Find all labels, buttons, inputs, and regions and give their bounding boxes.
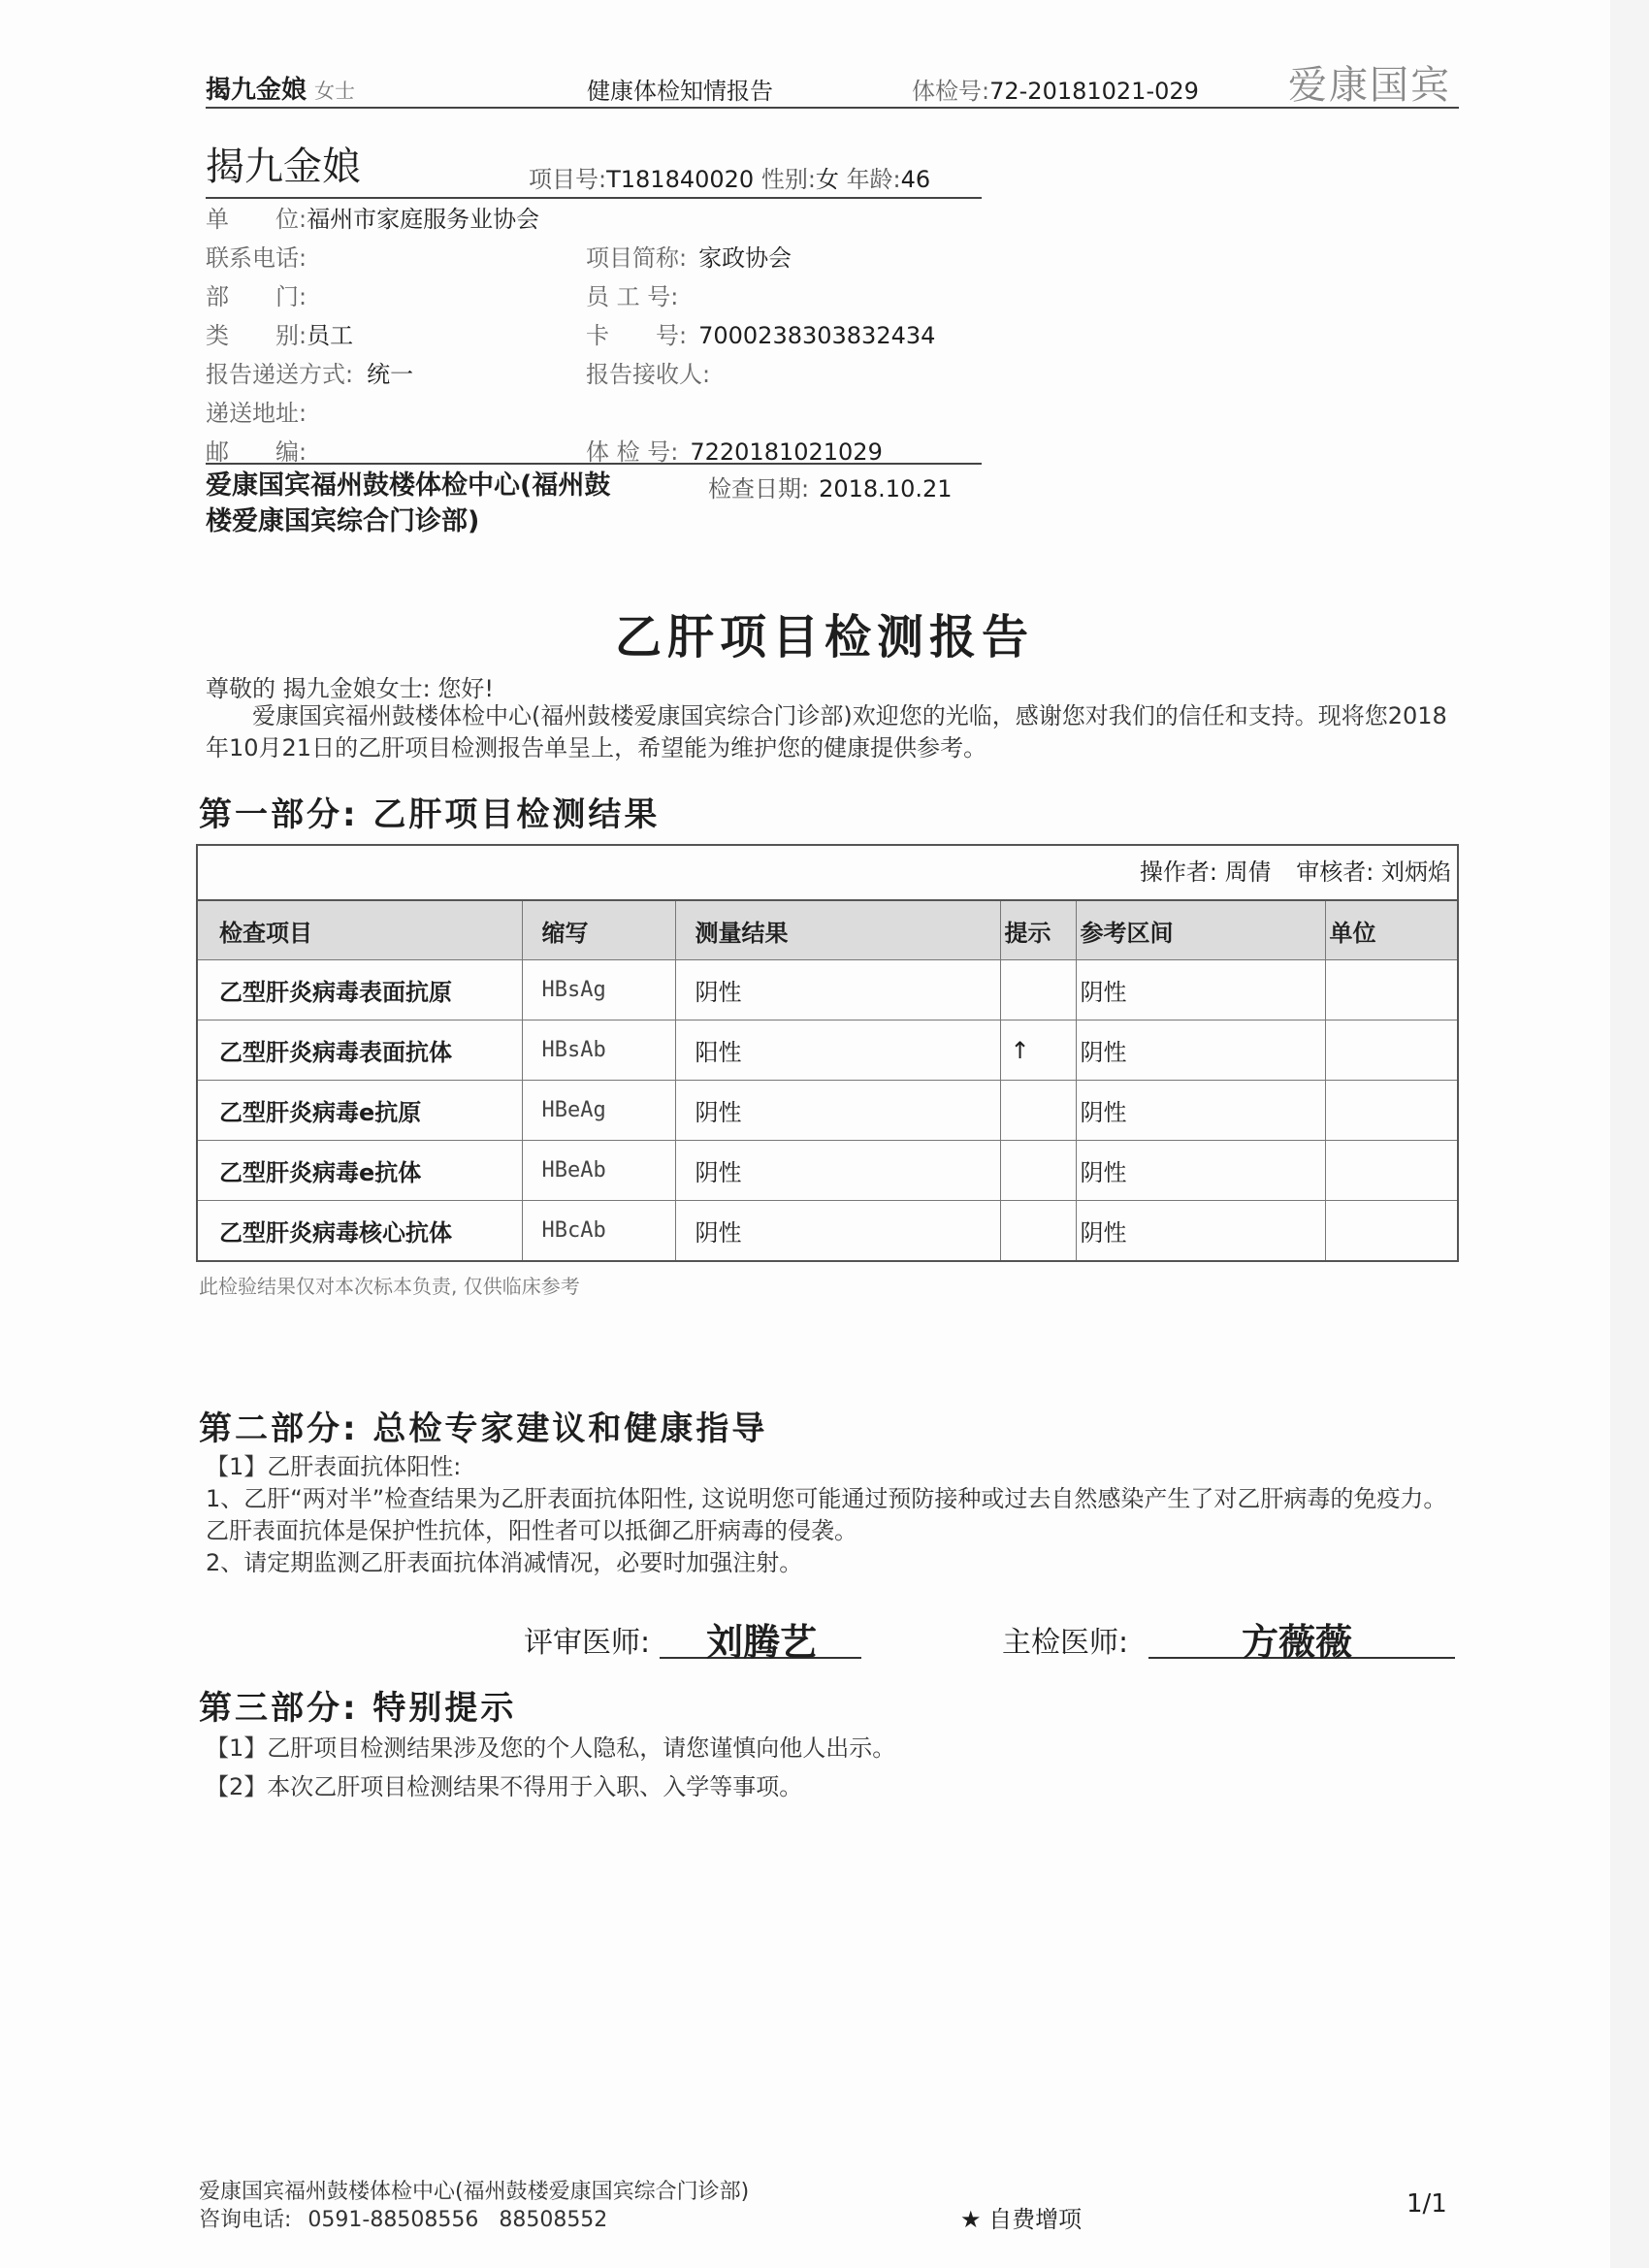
info-label: 卡 号: xyxy=(586,322,688,349)
info-card-no xyxy=(586,316,935,350)
cell-abbr: HBeAb xyxy=(522,1141,675,1201)
chief-signature: 方薇薇 xyxy=(1242,1620,1353,1664)
intro-paragraph: 爱康国宾福州鼓楼体检中心(福州鼓楼爱康国宾综合门诊部)欢迎您的光临，感谢您对我们的信任和支持。现将您2018年10月21日的乙肝项目检测报告单呈上，希望能为维护您的健康提供参考。 xyxy=(206,702,1447,761)
cell-abbr: HBeAg xyxy=(522,1081,675,1141)
brand-logo: 爱康国宾 xyxy=(1288,63,1451,108)
info-label: 项目简称: xyxy=(586,244,688,272)
cell-unit xyxy=(1325,1021,1457,1081)
gender-value: 女 xyxy=(815,166,839,193)
info-value: 家政协会 xyxy=(698,244,792,272)
section3-title: 第三部分: 特别提示 xyxy=(199,1689,517,1728)
table-row xyxy=(198,1081,1457,1141)
info-value: 7220181021029 xyxy=(690,438,883,466)
header-exam-value: 72-20181021-029 xyxy=(989,78,1199,105)
info-label: 联系电话: xyxy=(206,244,307,272)
cell-ref: 阴性 xyxy=(1076,960,1325,1021)
cell-ref: 阴性 xyxy=(1076,1081,1325,1141)
exam-date xyxy=(708,470,953,503)
results-table xyxy=(196,844,1459,1262)
info-postcode xyxy=(206,433,307,467)
info-value: 员工 xyxy=(307,322,354,349)
table-row xyxy=(198,1021,1457,1081)
header-patient-name xyxy=(206,70,355,106)
patient-meta xyxy=(529,160,930,194)
footer-center: 爱康国宾福州鼓楼体检中心(福州鼓楼爱康国宾综合门诊部) xyxy=(199,2180,750,2204)
info-value: 统一 xyxy=(367,361,414,388)
age-label: 年龄: xyxy=(846,166,901,193)
cell-flag xyxy=(1000,1141,1076,1201)
reviewer-label: 审核者: xyxy=(1296,859,1374,886)
info-label: 体 检 号: xyxy=(586,438,679,466)
results-grid xyxy=(198,901,1457,1260)
greeting: 尊敬的 揭九金娘女士: 您好! xyxy=(206,675,494,702)
patient-divider xyxy=(206,197,982,199)
report-title: 乙肝项目检测报告 xyxy=(614,610,1034,664)
page-number: 1/1 xyxy=(1406,2189,1447,2219)
column-header: 单位 xyxy=(1325,901,1457,960)
column-header: 检查项目 xyxy=(198,901,522,960)
footer-phone-label: 咨询电话: xyxy=(199,2208,292,2232)
table-row xyxy=(198,960,1457,1021)
reviewer-signature: 刘腾艺 xyxy=(706,1620,818,1664)
info-staff-no xyxy=(586,277,678,311)
cell-flag xyxy=(1000,1201,1076,1261)
info-label: 员 工 号: xyxy=(586,283,679,310)
chief-doctor-label: 主检医师: xyxy=(1002,1626,1129,1660)
cell-item: 乙型肝炎病毒表面抗体 xyxy=(198,1021,522,1081)
info-label: 类 别: xyxy=(206,322,307,349)
table-header-row xyxy=(198,901,1457,960)
cell-flag xyxy=(1000,1081,1076,1141)
info-label: 报告递送方式: xyxy=(206,361,354,388)
footer-phone xyxy=(199,2203,607,2233)
age-value: 46 xyxy=(900,166,931,193)
reviewer-name: 刘炳焰 xyxy=(1381,859,1451,886)
cell-unit xyxy=(1325,960,1457,1021)
cell-result: 阴性 xyxy=(675,1141,1000,1201)
header-exam-number xyxy=(912,72,1199,106)
operator-name: 周倩 xyxy=(1224,859,1272,886)
tip-2: 【2】本次乙肝项目检测结果不得用于入职、入学等事项。 xyxy=(206,1773,803,1800)
cell-result: 阴性 xyxy=(675,1081,1000,1141)
gender-label: 性别: xyxy=(760,166,816,193)
header-report-title: 健康体检知情报告 xyxy=(587,78,773,105)
advice-paragraph-2: 2、请定期监测乙肝表面抗体消减情况，必要时加强注射。 xyxy=(206,1549,803,1576)
project-label: 项目号: xyxy=(529,166,607,193)
header-divider xyxy=(206,107,1459,109)
info-label: 邮 编: xyxy=(206,438,307,466)
cell-abbr: HBcAb xyxy=(522,1201,675,1261)
cell-flag xyxy=(1000,960,1076,1021)
info-label: 部 门: xyxy=(206,283,307,310)
cell-ref: 阴性 xyxy=(1076,1021,1325,1081)
cell-abbr: HBsAg xyxy=(522,960,675,1021)
cell-result: 阳性 xyxy=(675,1021,1000,1081)
tip-1: 【1】乙肝项目检测结果涉及您的个人隐私，请您谨慎向他人出示。 xyxy=(206,1734,896,1762)
section1-title: 第一部分: 乙肝项目检测结果 xyxy=(199,795,661,834)
info-value: 7000238303832434 xyxy=(698,322,936,349)
cell-item: 乙型肝炎病毒e抗体 xyxy=(198,1141,522,1201)
cell-result: 阴性 xyxy=(675,960,1000,1021)
column-header: 参考区间 xyxy=(1076,901,1325,960)
info-delivery xyxy=(206,355,413,389)
cell-result: 阴性 xyxy=(675,1201,1000,1261)
operator-label: 操作者: xyxy=(1139,859,1217,886)
self-paid-note: ★ 自费增项 xyxy=(960,2206,1083,2233)
info-label: 单 位: xyxy=(206,206,307,233)
info-label: 递送地址: xyxy=(206,400,307,427)
table-row xyxy=(198,1141,1457,1201)
info-receiver xyxy=(586,355,710,389)
cell-item: 乙型肝炎病毒e抗原 xyxy=(198,1081,522,1141)
info-divider xyxy=(206,463,982,465)
cell-unit xyxy=(1325,1141,1457,1201)
patient-name: 揭九金娘 xyxy=(206,145,361,189)
info-label: 报告接收人: xyxy=(586,361,711,388)
footer-phone-2: 88508552 xyxy=(499,2208,608,2232)
header-exam-label: 体检号: xyxy=(912,78,990,105)
exam-date-value: 2018.10.21 xyxy=(819,475,953,502)
cell-abbr: HBsAb xyxy=(522,1021,675,1081)
cell-ref: 阴性 xyxy=(1076,1201,1325,1261)
operator-row xyxy=(198,846,1457,901)
reviewer-doctor-label: 评审医师: xyxy=(524,1626,651,1660)
advice-paragraph-1: 1、乙肝“两对半”检查结果为乙肝表面抗体阳性, 这说明您可能通过预防接种或过去自然感染产生了对乙肝病毒的免疫力。乙肝表面抗体是保护性抗体，阳性者可以抵御乙肝病毒的侵袭。 xyxy=(206,1485,1447,1544)
disclaimer-note: 此检验结果仅对本次标本负责, 仅供临床参考 xyxy=(199,1275,580,1298)
column-header: 缩写 xyxy=(522,901,675,960)
cell-unit xyxy=(1325,1201,1457,1261)
info-short-name xyxy=(586,239,792,273)
info-value: 福州市家庭服务业协会 xyxy=(307,206,540,233)
header-salutation: 女士 xyxy=(314,80,356,103)
info-address xyxy=(206,394,307,428)
column-header: 测量结果 xyxy=(675,901,1000,960)
project-number: T181840020 xyxy=(606,166,755,193)
cell-flag: ↑ xyxy=(1000,1021,1076,1081)
advice-heading: 【1】乙肝表面抗体阳性: xyxy=(206,1453,462,1480)
cell-item: 乙型肝炎病毒核心抗体 xyxy=(198,1201,522,1261)
info-dept xyxy=(206,277,307,311)
info-phone xyxy=(206,239,307,273)
exam-center-name: 爱康国宾福州鼓楼体检中心(福州鼓楼爱康国宾综合门诊部) xyxy=(206,470,611,536)
cell-unit xyxy=(1325,1081,1457,1141)
cell-item: 乙型肝炎病毒表面抗原 xyxy=(198,960,522,1021)
column-header: 提示 xyxy=(1000,901,1076,960)
info-category xyxy=(206,316,353,350)
cell-ref: 阴性 xyxy=(1076,1141,1325,1201)
section2-title: 第二部分: 总检专家建议和健康指导 xyxy=(199,1409,768,1448)
table-row xyxy=(198,1201,1457,1261)
info-exam-no xyxy=(586,433,883,467)
exam-date-label: 检查日期: xyxy=(708,475,810,502)
footer-phone-1: 0591-88508556 xyxy=(307,2208,479,2232)
info-unit xyxy=(206,200,539,234)
header-name-text: 揭九金娘 xyxy=(206,76,307,105)
